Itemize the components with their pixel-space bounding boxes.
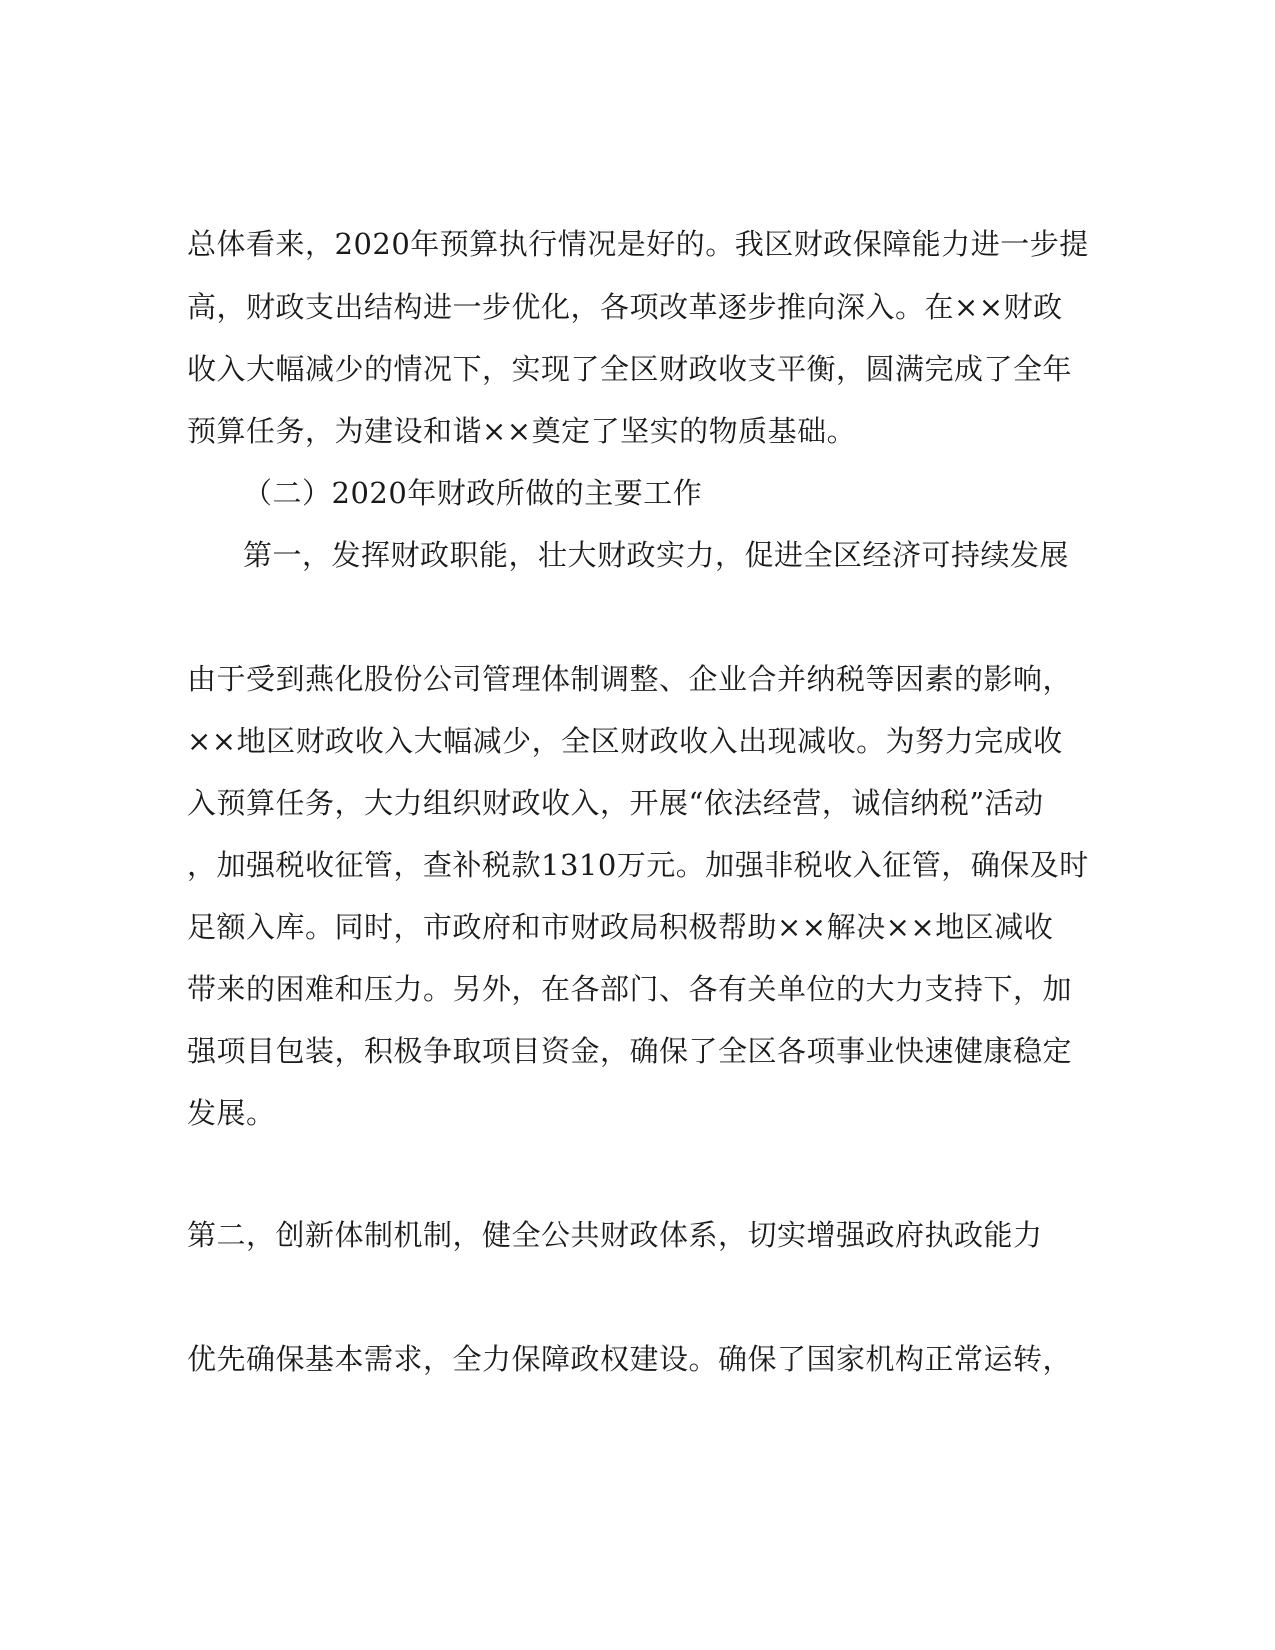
- paragraph-2-line-4: ，加强税收征管，查补税款1310万元。加强非税收入征管，确保及时: [187, 848, 1089, 882]
- paragraph-1-line-2: 高，财政支出结构进一步优化，各项改革逐步推向深入。在××财政: [187, 290, 1063, 324]
- paragraph-2-line-6: 带来的困难和压力。另外，在各部门、各有关单位的大力支持下，加: [187, 972, 1073, 1006]
- paragraph-2-line-2: ××地区财政收入大幅减少，全区财政收入出现减收。为努力完成收: [187, 724, 1063, 758]
- paragraph-1-line-4: 预算任务，为建设和谐××奠定了坚实的物质基础。: [187, 414, 857, 448]
- paragraph-2-line-5: 足额入库。同时，市政府和市财政局积极帮助××解决××地区减收: [187, 910, 1054, 944]
- point-1-heading: 第一，发挥财政职能，壮大财政实力，促进全区经济可持续发展: [243, 538, 1070, 572]
- section-heading: （二）2020年财政所做的主要工作: [243, 476, 703, 510]
- paragraph-1-line-1: 总体看来，2020年预算执行情况是好的。我区财政保障能力进一步提: [187, 227, 1089, 261]
- paragraph-2-line-1: 由于受到燕化股份公司管理体制调整、企业合并纳税等因素的影响，: [187, 662, 1073, 696]
- paragraph-1-line-3: 收入大幅减少的情况下，实现了全区财政收支平衡，圆满完成了全年: [187, 352, 1073, 386]
- paragraph-3-line-1: 优先确保基本需求，全力保障政权建设。确保了国家机构正常运转，: [187, 1342, 1073, 1376]
- paragraph-2-line-3: 入预算任务，大力组织财政收入，开展“依法经营，诚信纳税”活动: [187, 786, 1044, 820]
- paragraph-2-line-7: 强项目包装，积极争取项目资金，确保了全区各项事业快速健康稳定: [187, 1034, 1073, 1068]
- point-2-heading: 第二，创新体制机制，健全公共财政体系，切实增强政府执政能力: [187, 1218, 1043, 1252]
- paragraph-2-line-8: 发展。: [187, 1096, 276, 1130]
